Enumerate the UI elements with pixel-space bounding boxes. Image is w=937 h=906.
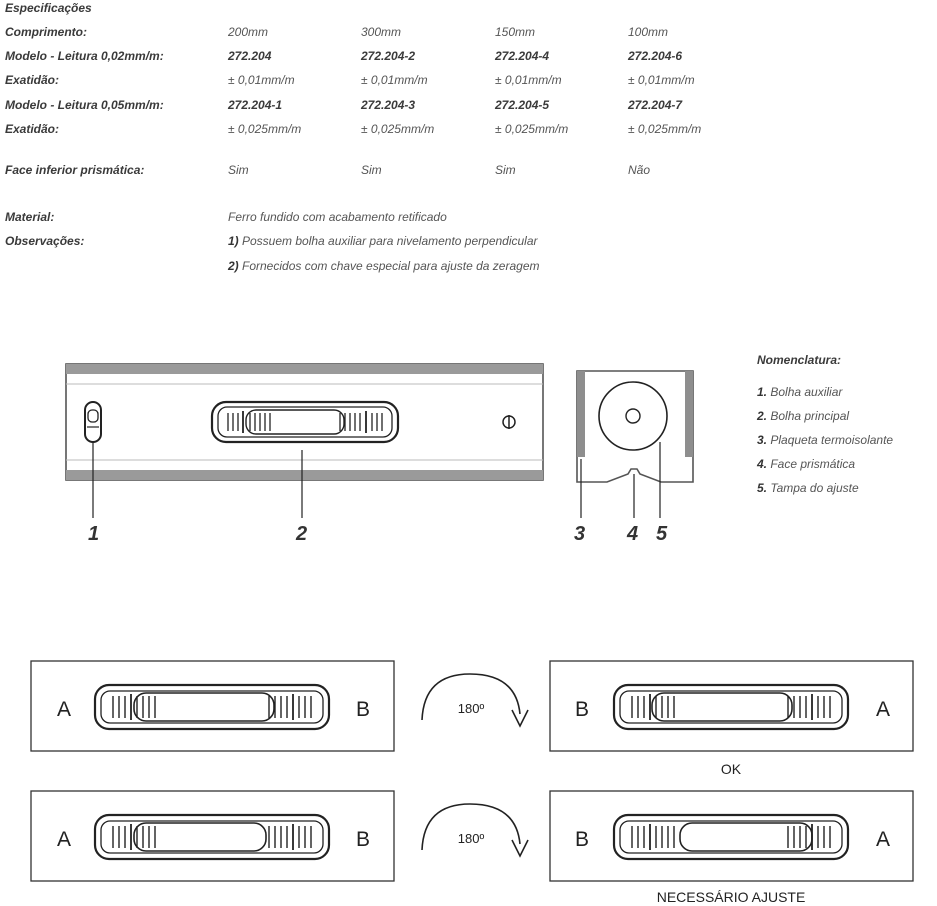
spec-cell: 272.204-7 <box>628 98 683 112</box>
spec-cell: ± 0,025mm/m <box>228 122 302 136</box>
spec-cell: 272.204-3 <box>361 98 416 112</box>
material-value: Ferro fundido com acabamento retificado <box>228 210 447 224</box>
thermal-plate-left <box>577 371 585 457</box>
observation-text: Fornecidos com chave especial para ajuste da zeragem <box>238 259 540 273</box>
nomenclature-number: 4. <box>757 457 768 471</box>
side-label-b: B <box>574 698 590 721</box>
level-cross-section <box>577 371 693 518</box>
nomenclature-number: 1. <box>757 385 768 399</box>
rotate-180-icon <box>422 804 528 856</box>
spec-label-accuracy: Exatidão: <box>5 73 60 87</box>
observation-number: 1) <box>228 234 239 248</box>
spec-label-model-005: Modelo - Leitura 0,05mm/m: <box>5 98 164 112</box>
panel-before <box>31 661 394 751</box>
panel-after <box>550 791 913 881</box>
nomenclature-number: 2. <box>757 409 768 423</box>
spec-label-length: Comprimento: <box>5 25 87 39</box>
top-rail <box>66 364 543 374</box>
spec-cell: 272.204-4 <box>495 49 550 63</box>
side-label-a: A <box>56 698 72 721</box>
nomenclature-text: Bolha principal <box>767 409 850 423</box>
rotate-180-icon <box>422 674 528 726</box>
callout-number: 1 <box>88 523 100 545</box>
nomenclature-number: 5. <box>757 481 768 495</box>
spec-cell: 272.204-1 <box>228 98 283 112</box>
side-label-b: B <box>355 698 371 721</box>
callout-number: 2 <box>296 523 308 545</box>
spec-cell: ± 0,025mm/m <box>361 122 435 136</box>
side-label-a: A <box>875 828 891 851</box>
spec-cell: Sim <box>361 163 382 177</box>
rotation-label: 180º <box>457 701 485 716</box>
spec-cell: 272.204-2 <box>361 49 416 63</box>
result-ok: OK <box>720 761 742 777</box>
nomenclature-text: Tampa do ajuste <box>767 481 859 495</box>
side-label-a: A <box>56 828 72 851</box>
callout-number: 5 <box>656 523 668 545</box>
side-label-b: B <box>355 828 371 851</box>
spec-cell: 100mm <box>628 25 669 39</box>
spec-label-model-002: Modelo - Leitura 0,02mm/m: <box>5 49 164 63</box>
panel-after <box>550 661 913 751</box>
level-side-view <box>66 364 543 518</box>
spec-cell: ± 0,01mm/m <box>228 73 295 87</box>
spec-cell: 150mm <box>495 25 536 39</box>
observation-number: 2) <box>228 259 239 273</box>
spec-cell: ± 0,025mm/m <box>628 122 702 136</box>
side-label-b: B <box>574 828 590 851</box>
spec-cell: Não <box>628 163 651 177</box>
observation-text: Possuem bolha auxiliar para nivelamento perpendicular <box>238 234 538 248</box>
result-adjust: NECESSÁRIO AJUSTE <box>656 889 806 905</box>
spec-cell: ± 0,025mm/m <box>495 122 569 136</box>
side-label-a: A <box>875 698 891 721</box>
spec-cell: Sim <box>228 163 249 177</box>
section-title: Especificações <box>5 1 92 15</box>
spec-label-accuracy: Exatidão: <box>5 122 60 136</box>
spec-cell: ± 0,01mm/m <box>361 73 428 87</box>
material-label: Material: <box>5 210 55 224</box>
spec-cell: ± 0,01mm/m <box>495 73 562 87</box>
bottom-rail <box>66 470 543 480</box>
nomenclature-number: 3. <box>757 433 768 447</box>
spec-cell: 300mm <box>361 25 402 39</box>
observations-label: Observações: <box>5 234 85 248</box>
panel-before <box>31 791 394 881</box>
spec-cell: 200mm <box>228 25 269 39</box>
nomenclature-title: Nomenclatura: <box>757 353 842 367</box>
rotation-label: 180º <box>457 831 485 846</box>
spec-cell: Sim <box>495 163 516 177</box>
nomenclature-text: Bolha auxiliar <box>767 385 843 399</box>
callout-number: 3 <box>574 523 586 545</box>
spec-cell: 272.204 <box>228 49 272 63</box>
spec-cell: ± 0,01mm/m <box>628 73 695 87</box>
nomenclature-text: Plaqueta termoisolante <box>767 433 894 447</box>
spec-cell: 272.204-6 <box>628 49 683 63</box>
thermal-plate-right <box>685 371 693 457</box>
check-row-ok <box>31 661 913 777</box>
spec-cell: 272.204-5 <box>495 98 550 112</box>
spec-label-prismatic: Face inferior prismática: <box>5 163 145 177</box>
nomenclature-text: Face prismática <box>767 457 856 471</box>
check-row-adjust <box>31 791 913 905</box>
callout-number: 4 <box>627 523 639 545</box>
